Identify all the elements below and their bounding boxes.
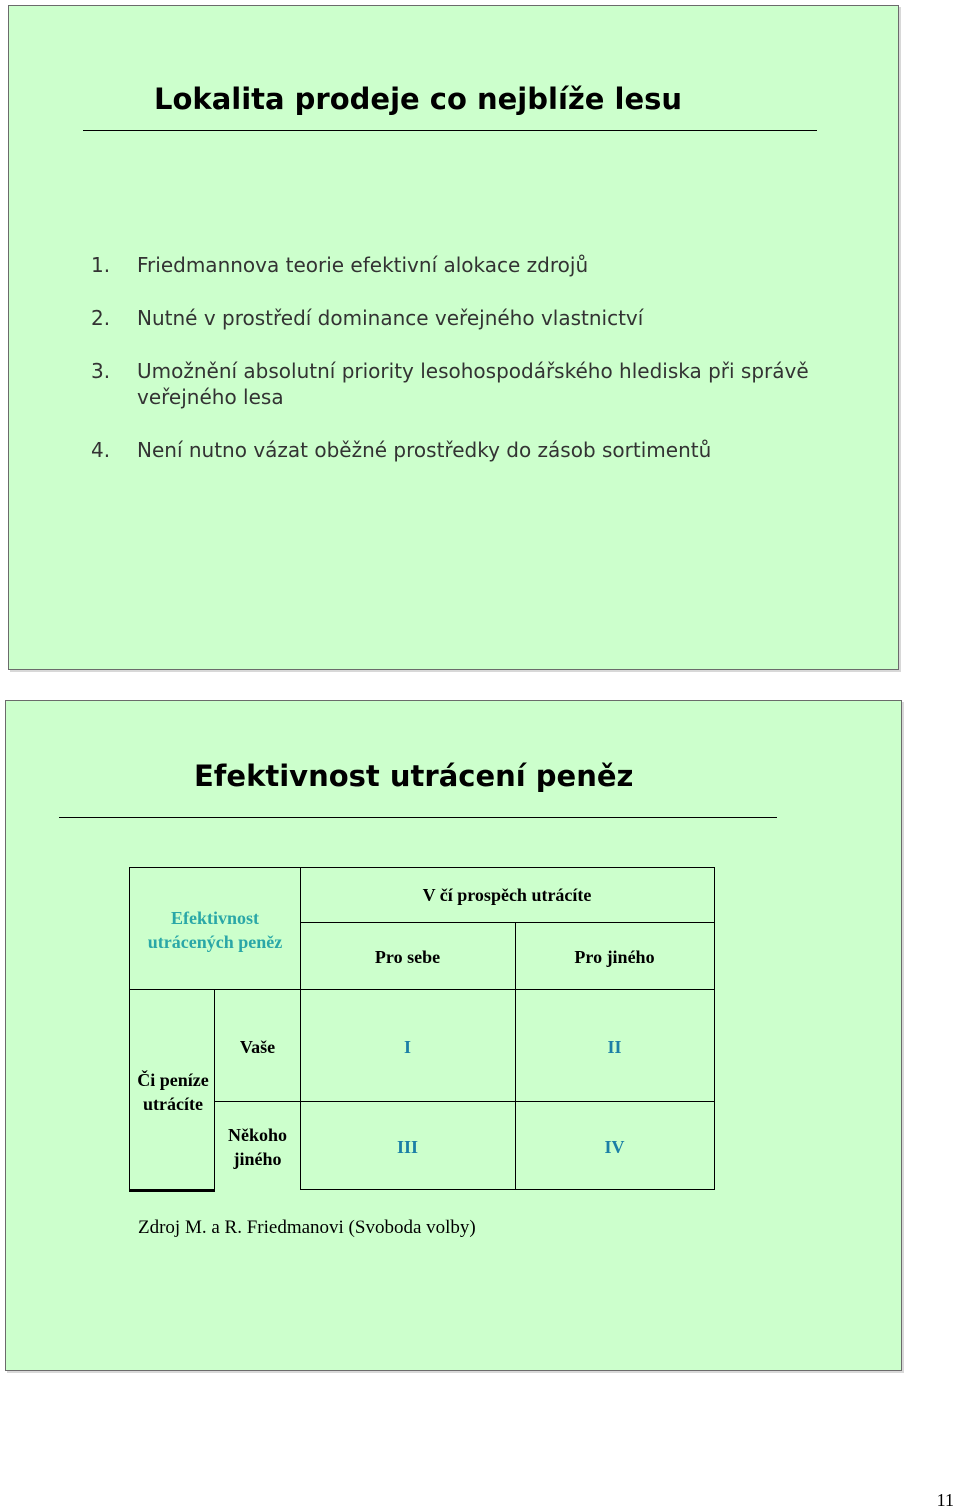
slide-title: Efektivnost utrácení peněz — [194, 759, 634, 793]
grid-line — [300, 922, 714, 923]
matrix-cell: I — [403, 1036, 411, 1057]
list-item — [91, 252, 881, 278]
list-item — [91, 305, 881, 331]
matrix-cell: III — [396, 1136, 418, 1157]
title-underline — [59, 817, 777, 818]
list-item — [91, 358, 881, 410]
grid-line — [129, 1189, 215, 1192]
list-item — [91, 437, 881, 463]
row-header: Někoho jiného — [227, 1125, 287, 1169]
column-group-header: V čí prospěch utrácíte — [422, 884, 592, 905]
list-item-text: Nutné v prostředí dominance veřejného vlastnictví — [137, 306, 644, 330]
column-header: Pro jiného — [574, 946, 655, 967]
grid-line — [129, 867, 714, 868]
list-item-number: 2. — [91, 306, 111, 330]
column-header: Pro sebe — [374, 946, 441, 967]
list-item-number: 4. — [91, 438, 111, 462]
numbered-list — [91, 252, 881, 463]
list-item-number: 1. — [91, 253, 111, 277]
title-underline — [83, 130, 817, 131]
slide-1 — [8, 5, 899, 670]
page-number: 11 — [936, 1490, 954, 1510]
grid-line — [214, 1101, 714, 1102]
list-item-text: Není nutno vázat oběžné prostředky do zásob sortimentů — [137, 438, 712, 462]
row-header: Vaše — [239, 1036, 276, 1057]
grid-line — [300, 1189, 714, 1190]
corner-label: Efektivnost utrácených peněz — [147, 908, 283, 952]
slide-title: Lokalita prodeje co nejblíže lesu — [154, 82, 683, 116]
slide-2 — [5, 700, 902, 1371]
list-item-text: Umožnění absolutní priority lesohospodářského hlediska při správě veřejného lesa — [137, 359, 809, 409]
list-item-number: 3. — [91, 359, 111, 383]
matrix-cell: II — [607, 1036, 622, 1057]
grid-line — [129, 989, 714, 990]
source-note: Zdroj M. a R. Friedmanovi (Svoboda volby) — [138, 1217, 476, 1238]
grid-line — [129, 867, 130, 1191]
row-group-header: Či peníze utrácíte — [137, 1070, 209, 1114]
grid-line — [714, 867, 715, 1190]
matrix-cell: IV — [604, 1136, 625, 1157]
list-item-text: Friedmannova teorie efektivní alokace zdrojů — [137, 253, 589, 277]
